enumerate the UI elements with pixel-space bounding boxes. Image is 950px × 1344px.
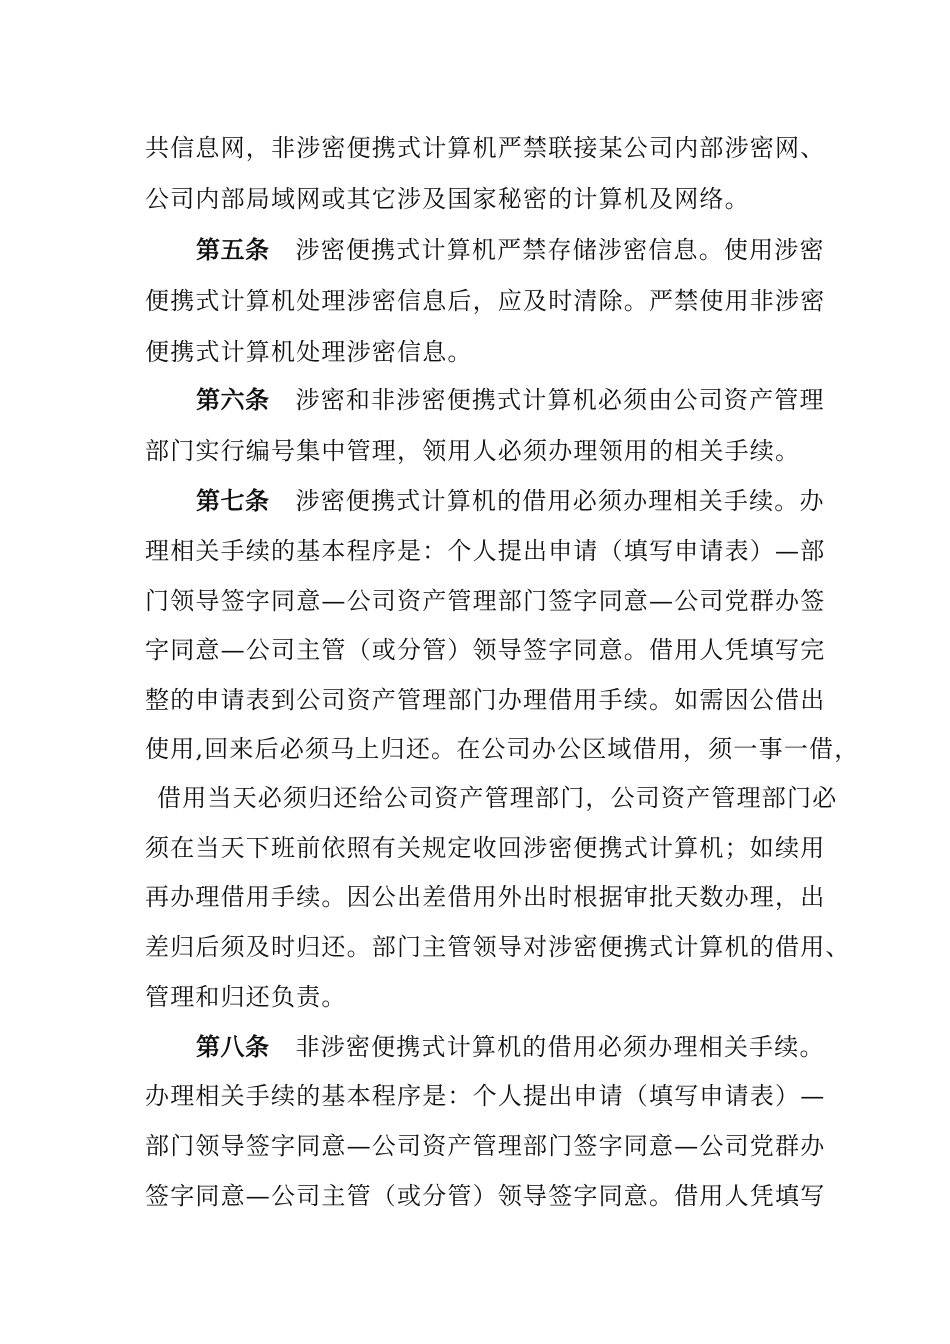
body-line: 签字同意—公司主管（或分管）领导签字同意。借用人凭填写 [145, 1182, 826, 1210]
body-line: 再办理借用手续。因公出差借用外出时根据审批天数办理，出 [145, 883, 826, 911]
body-line: 门领导签字同意—公司资产管理部门签字同意—公司党群办签 [145, 587, 826, 615]
article-5-line [196, 230, 825, 270]
article-7-line [196, 481, 825, 521]
body-line: 须在当天下班前依照有关规定收回涉密便携式计算机；如续用 [145, 834, 826, 862]
body-line: 管理和归还负责。 [145, 983, 347, 1011]
body-text: 涉密便携式计算机严禁存储涉密信息。使用涉密 [295, 236, 825, 264]
body-line: 公司内部局域网或其它涉及国家秘密的计算机及网络。 [145, 185, 750, 213]
article-8-line [196, 1027, 825, 1067]
body-line: 办理相关手续的基本程序是：个人提出申请（填写申请表）— [145, 1082, 826, 1110]
body-line: 部门领导签字同意—公司资产管理部门签字同意—公司党群办 [145, 1132, 826, 1160]
article-6-line [196, 380, 825, 420]
body-line: 共信息网，非涉密便携式计算机严禁联接某公司内部涉密网、 [145, 134, 826, 162]
body-line: 部门实行编号集中管理，领用人必须办理领用的相关手续。 [145, 437, 801, 465]
body-text: 涉密便携式计算机的借用必须办理相关手续。办 [295, 487, 825, 515]
body-line: 借用当天必须归还给公司资产管理部门，公司资产管理部门必 [157, 784, 838, 812]
body-line: 便携式计算机处理涉密信息后，应及时清除。严禁使用非涉密 [145, 287, 826, 315]
body-text: 非涉密便携式计算机的借用必须办理相关手续。 [295, 1033, 825, 1061]
body-line: 差归后须及时归还。部门主管领导对涉密便携式计算机的借用、 [145, 933, 851, 961]
body-line: 字同意—公司主管（或分管）领导签字同意。借用人凭填写完 [145, 636, 826, 664]
article-heading: 第五条 [196, 236, 270, 264]
body-line: 使用,回来后必须马上归还。在公司办公区域借用，须一事一借， [145, 735, 860, 763]
body-line: 便携式计算机处理涉密信息。 [145, 338, 473, 366]
body-text: 涉密和非涉密便携式计算机必须由公司资产管理 [295, 386, 825, 414]
article-heading: 第六条 [196, 386, 270, 414]
article-heading: 第七条 [196, 487, 270, 515]
body-line: 理相关手续的基本程序是：个人提出申请（填写申请表）—部 [145, 537, 826, 565]
body-line: 整的申请表到公司资产管理部门办理借用手续。如需因公借出 [145, 686, 826, 714]
article-heading: 第八条 [196, 1033, 270, 1061]
